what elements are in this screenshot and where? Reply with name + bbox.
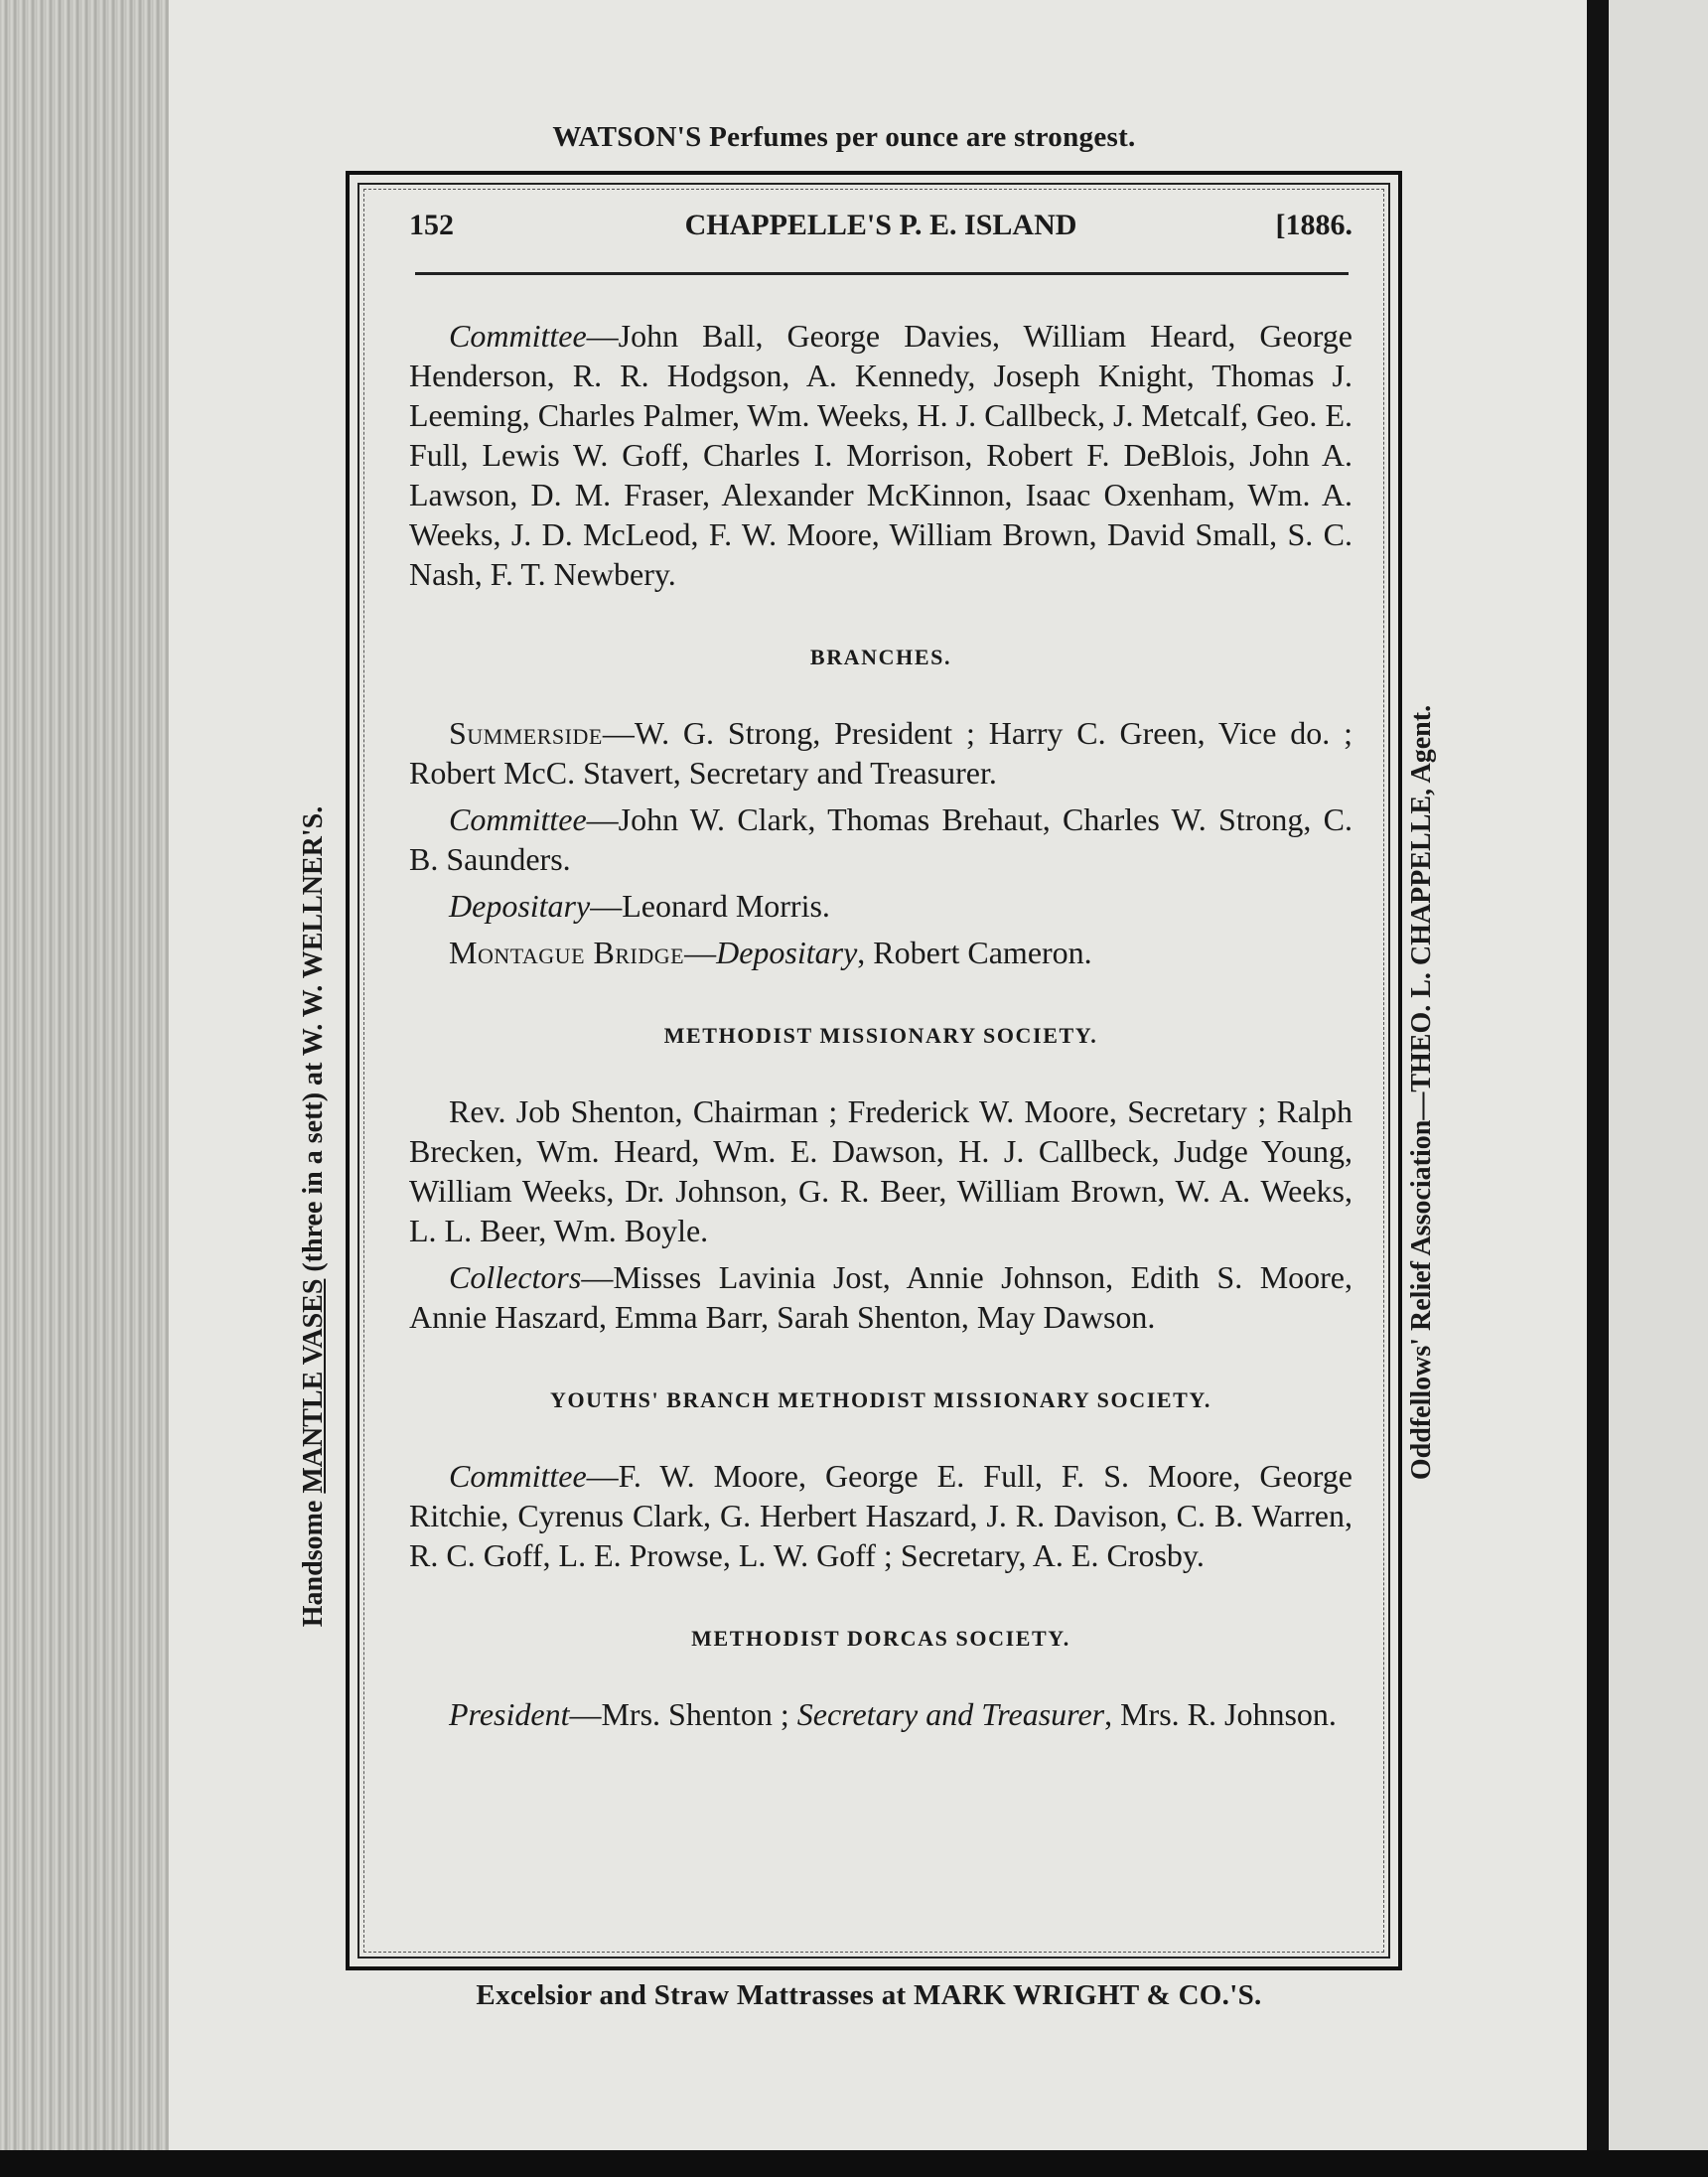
advertisement-left: [298, 680, 338, 1753]
dorcas-society-heading: METHODIST DORCAS SOCIETY.: [691, 1626, 1070, 1651]
advertisement-bottom: Excelsior and Straw Mattrasses at MARK WRIGHT & CO.'S.: [476, 1979, 1262, 2011]
montague-text: , Robert Cameron.: [857, 935, 1092, 970]
secretary-treasurer-text: , Mrs. R. Johnson.: [1104, 1696, 1337, 1732]
missionary-society-heading: METHODIST MISSIONARY SOCIETY.: [663, 1023, 1098, 1048]
branch-committee-label: Committee: [449, 801, 587, 837]
page-year: [1886.: [1275, 209, 1352, 241]
youths-committee-label: Committee: [449, 1458, 587, 1494]
branches-heading: BRANCHES.: [809, 645, 952, 669]
montague-paragraph: [409, 933, 1352, 972]
montague-dash: —: [684, 935, 717, 970]
ad-left-highlight: MANTLE VASES: [298, 1278, 329, 1494]
advertisement-right: Oddfellows' Relief Association—THEO. L. CHAPPELLE, Agent.: [1406, 704, 1437, 1481]
committee-text: —John Ball, George Davies, William Heard, George Henderson, R. R. Hodgson, A. Kennedy, Joseph Knight, Thomas J. Leeming, Charles Palmer, Wm. Weeks, H. J. Callbeck, J. Metcalf, Geo. E. Full, Lewis W. Goff, Charles I. Morrison, Robert F. DeBlois, John A. Lawson, D. M. Fraser, Alexander McKinnon, Isaac Oxenham, Wm. A. Weeks, J. D. McLeod, F. W. Moore, William Brown, David Small, S. C. Nash, F. T. Newbery.: [409, 318, 1352, 592]
page-title: CHAPPELLE'S P. E. ISLAND: [684, 209, 1077, 241]
dorcas-paragraph: [409, 1694, 1352, 1734]
youths-committee-text: —F. W. Moore, George E. Full, F. S. Moore, George Ritchie, Cyrenus Clark, G. Herbert Haszard, J. R. Davison, C. B. Warren, R. C. Goff, L. E. Prowse, L. W. Goff ; Secretary, A. E. Crosby.: [409, 1458, 1352, 1573]
secretary-treasurer-label: Secretary and Treasurer: [796, 1696, 1105, 1732]
page-body: [409, 316, 1352, 1734]
depositary-text: —Leonard Morris.: [590, 888, 830, 924]
collectors-text: —Misses Lavinia Jost, Annie Johnson, Edith S. Moore, Annie Haszard, Emma Barr, Sarah Shenton, May Dawson.: [409, 1259, 1352, 1335]
summerside-text: —W. G. Strong, President ; Harry C. Green, Vice do. ; Robert McC. Stavert, Secretary and Treasurer.: [409, 715, 1352, 791]
header-rule: [415, 272, 1349, 275]
montague-depositary-label: Depositary: [716, 935, 858, 970]
running-header: [409, 209, 1352, 252]
page-stack-edge: [0, 0, 174, 2177]
collectors-paragraph: [409, 1257, 1352, 1337]
scan-bottom-edge: [0, 2150, 1708, 2177]
depositary-label: Depositary: [449, 888, 591, 924]
branch-committee-text: —John W. Clark, Thomas Brehaut, Charles W. Strong, C. B. Saunders.: [409, 801, 1352, 877]
book-gutter: [1587, 0, 1609, 2177]
advertisement-top: WATSON'S Perfumes per ounce are strongest.: [552, 121, 1136, 153]
montague-label: Montague Bridge: [449, 935, 685, 970]
ad-left-prefix: Handsome: [298, 1493, 329, 1628]
facing-page: [1609, 0, 1708, 2177]
committee-label: Committee: [449, 318, 587, 354]
president-text: —Mrs. Shenton ;: [569, 1696, 797, 1732]
summerside-label: Summerside: [449, 715, 603, 751]
ad-left-suffix: (three in a sett) at W. W. WELLNER'S.: [298, 805, 329, 1279]
depositary-paragraph: [409, 886, 1352, 926]
youths-committee-paragraph: [409, 1456, 1352, 1575]
branch-committee-paragraph: [409, 799, 1352, 879]
summerside-paragraph: [409, 713, 1352, 793]
president-label: President: [449, 1696, 570, 1732]
page-number: 152: [409, 209, 454, 241]
missionary-society-paragraph: Rev. Job Shenton, Chairman ; Frederick W. Moore, Secretary ; Ralph Brecken, Wm. Heard, Wm. E. Dawson, H. J. Callbeck, Judge Young, William Weeks, Dr. Johnson, G. R. Beer, William Brown, W. A. Weeks, L. L. Beer, Wm. Boyle.: [409, 1093, 1352, 1248]
committee-paragraph: [409, 316, 1352, 594]
collectors-label: Collectors: [449, 1259, 582, 1295]
youths-branch-heading: YOUTHS' BRANCH METHODIST MISSIONARY SOCIETY.: [549, 1387, 1211, 1412]
